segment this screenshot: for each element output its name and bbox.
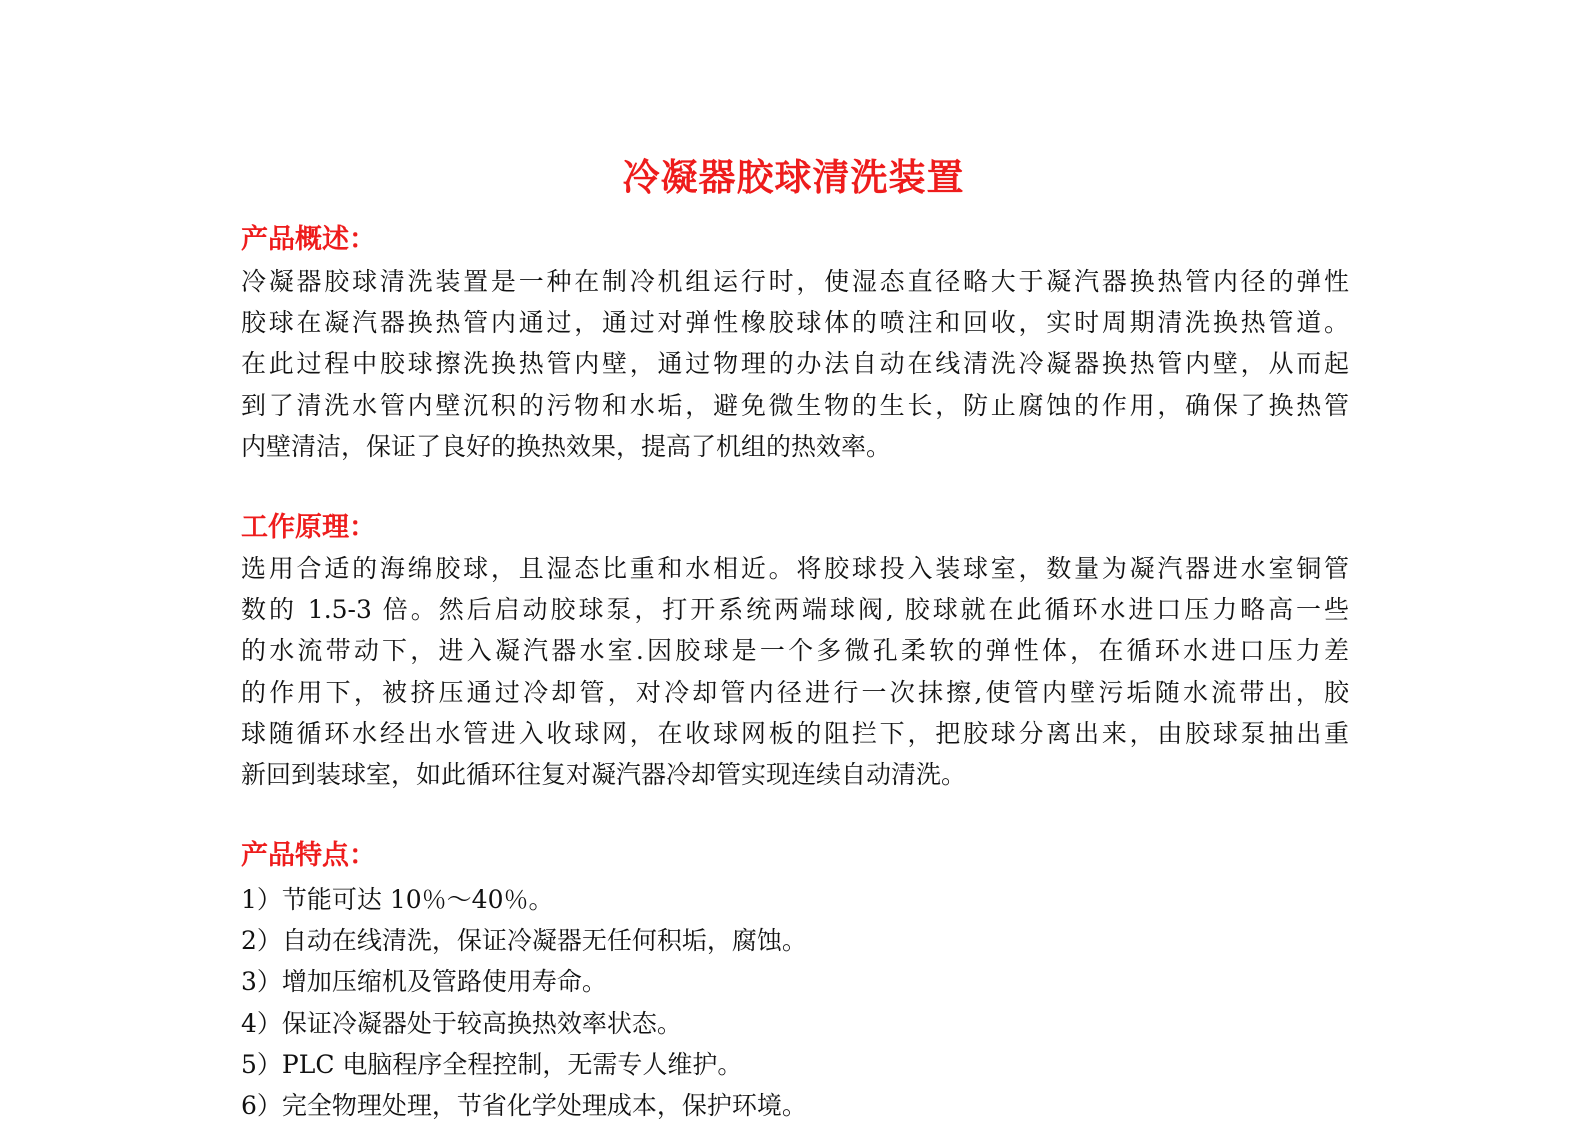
overview-line: 到了清洗水管内壁沉积的污物和水垢，避免微生物的生长，防止腐蚀的作用，确保了换热管 bbox=[241, 390, 1349, 420]
overview-line: 冷凝器胶球清洗装置是一种在制冷机组运行时，使湿态直径略大于凝汽器换热管内径的弹性 bbox=[241, 267, 1349, 296]
principle-line: 数的 1.5-3 倍。然后启动胶球泵，打开系统两端球阀, 胶球就在此循环水进口压力略高一些 bbox=[241, 595, 1349, 625]
principle-line: 新回到装球室，如此循环往复对凝汽器冷却管实现连续自动清洗。 bbox=[241, 760, 967, 790]
principle-line: 的水流带动下，进入凝汽器水室.因胶球是一个多微孔柔软的弹性体，在循环水进口压力差 bbox=[241, 636, 1349, 666]
feature-item: 4）保证冷凝器处于较高换热效率状态。 bbox=[241, 1008, 682, 1038]
section-body-overview bbox=[241, 261, 1349, 467]
section-body-principle bbox=[241, 548, 1349, 795]
principle-line: 选用合适的海绵胶球，且湿态比重和水相近。将胶球投入装球室，数量为凝汽器进水室铜管 bbox=[241, 554, 1349, 583]
overview-line: 在此过程中胶球擦洗换热管内壁，通过物理的办法自动在线清洗冷凝器换热管内壁，从而起 bbox=[241, 349, 1349, 379]
section-heading-features: 产品特点： bbox=[241, 840, 376, 871]
overview-line: 胶球在凝汽器换热管内通过，通过对弹性橡胶球体的喷注和回收，实时周期清洗换热管道。 bbox=[241, 308, 1349, 338]
feature-item: 3）增加压缩机及管路使用寿命。 bbox=[241, 967, 607, 997]
section-heading-principle: 工作原理： bbox=[241, 512, 376, 543]
feature-item: 2）自动在线清洗，保证冷凝器无任何积垢，腐蚀。 bbox=[241, 926, 807, 956]
overview-line: 内壁清洁，保证了良好的换热效果，提高了机组的热效率。 bbox=[241, 431, 892, 461]
features-list bbox=[241, 879, 1349, 1126]
section-heading-overview: 产品概述： bbox=[241, 224, 376, 255]
document-title: 冷凝器胶球清洗装置 bbox=[622, 156, 965, 199]
feature-item: 1）节能可达 10％～40％。 bbox=[241, 885, 554, 914]
principle-line: 球随循环水经出水管进入收球网，在收球网板的阻拦下，把胶球分离出来，由胶球泵抽出重 bbox=[241, 718, 1349, 748]
feature-item: 6）完全物理处理，节省化学处理成本，保护环境。 bbox=[241, 1091, 807, 1121]
principle-line: 的作用下，被挤压通过冷却管，对冷却管内径进行一次抹擦,使管内壁污垢随水流带出，胶 bbox=[241, 677, 1349, 707]
feature-item: 5）PLC 电脑程序全程控制，无需专人维护。 bbox=[241, 1049, 743, 1079]
